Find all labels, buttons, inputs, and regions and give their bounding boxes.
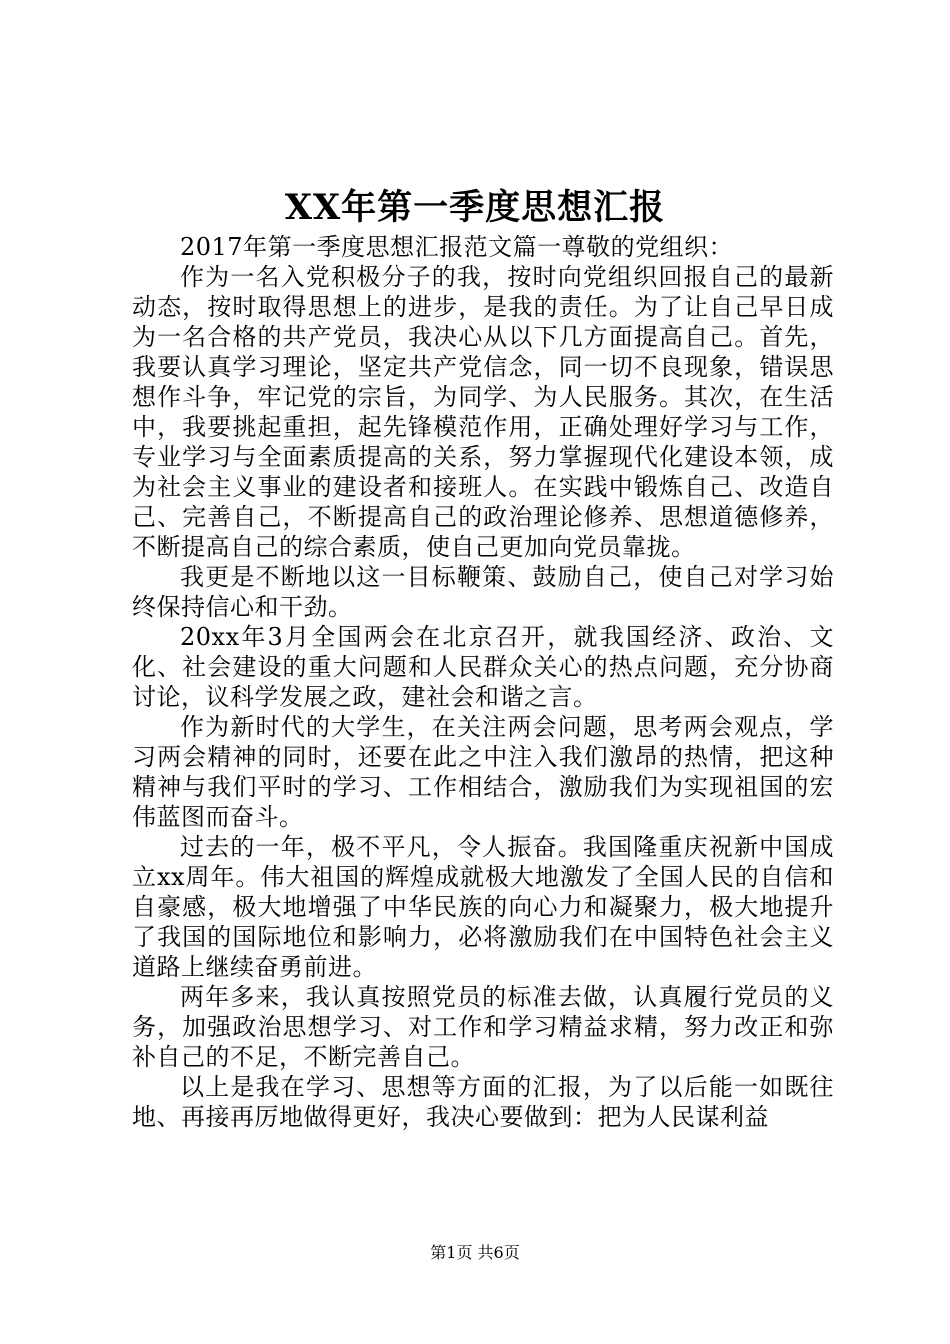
paragraph: 作为新时代的大学生，在关注两会问题，思考两会观点，学习两会精神的同时，还要在此之中注入我们激昂的热情，把这种精神与我们平时的学习、工作相结合，激励我们为实现祖国的宏伟蓝图而奋斗。 bbox=[132, 713, 834, 831]
paragraph: 我更是不断地以这一目标鞭策、鼓励自己，使自己对学习始终保持信心和干劲。 bbox=[132, 563, 834, 621]
paragraph: 两年多来，我认真按照党员的标准去做，认真履行党员的义务，加强政治思想学习、对工作和学习精益求精，努力改正和弥补自己的不足，不断完善自己。 bbox=[132, 983, 834, 1071]
page-number-footer: 第1页 共6页 bbox=[430, 1243, 520, 1262]
paragraph: 20xx年3月全国两会在北京召开，就我国经济、政治、文化、社会建设的重大问题和人民群众关心的热点问题，充分协商讨论，议科学发展之政，建社会和谐之言。 bbox=[132, 623, 834, 711]
document-title: XX年第一季度思想汇报 bbox=[284, 187, 666, 228]
paragraph: 以上是我在学习、思想等方面的汇报，为了以后能一如既往地、再接再厉地做得更好，我决心要做到：把为人民谋利益 bbox=[132, 1073, 834, 1131]
paragraph: 过去的一年，极不平凡，令人振奋。我国隆重庆祝新中国成立xx周年。伟大祖国的辉煌成就极大地激发了全国人民的自信和自豪感，极大地增强了中华民族的向心力和凝聚力，极大地提升了我国的国际地位和影响力，必将激励我们在中国特色社会主义道路上继续奋勇前进。 bbox=[132, 833, 834, 981]
paragraph: 作为一名入党积极分子的我，按时向党组织回报自己的最新动态，按时取得思想上的进步，是我的责任。为了让自己早日成为一名合格的共产党员，我决心从以下几方面提高自己。首先，我要认真学习理论，坚定共产党信念，同一切不良现象，错误思想作斗争，牢记党的宗旨，为同学、为人民服务。其次，在生活中，我要挑起重担，起先锋模范作用，正确处理好学习与工作，专业学习与全面素质提高的关系，努力掌握现代化建设本领，成为社会主义事业的建设者和接班人。在实践中锻炼自己、改造自己、完善自己，不断提高自己的政治理论修养、思想道德修养，不断提高自己的综合素质，使自己更加向党员靠拢。 bbox=[132, 263, 834, 561]
paragraph-salutation: 2017年第一季度思想汇报范文篇一尊敬的党组织： bbox=[180, 233, 734, 261]
document-body bbox=[132, 232, 834, 1132]
